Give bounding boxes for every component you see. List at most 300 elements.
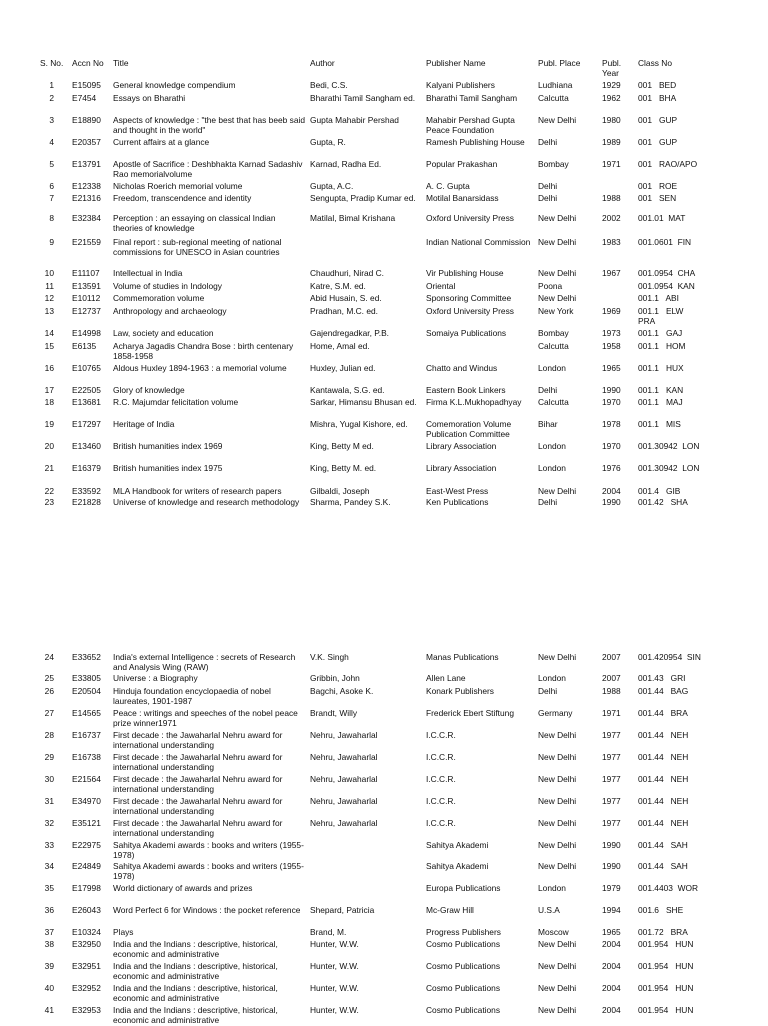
row-title: Heritage of India <box>113 419 175 429</box>
row-title: Volume of studies in Indology <box>113 281 222 291</box>
row-author: Huxley, Julian ed. <box>310 363 376 373</box>
row-author: Hunter, W.W. <box>310 1005 359 1015</box>
row-accn: E14998 <box>72 328 101 338</box>
row-sno: 6 <box>49 181 54 191</box>
row-title: Final report : sub-regional meeting of national commissions for UNESCO in Asian countries <box>113 237 282 258</box>
row-sno: 13 <box>44 306 54 316</box>
row-publisher: Cosmo Publications <box>426 939 501 949</box>
row-classno: 001.44 NEH <box>638 752 689 762</box>
row-year: 1980 <box>602 115 621 125</box>
row-place: Germany <box>538 708 573 718</box>
row-classno: 001 BHA <box>638 93 677 103</box>
row-place: Bombay <box>538 328 569 338</box>
row-sno: 31 <box>44 796 54 806</box>
row-place: Poona <box>538 281 563 291</box>
row-title: R.C. Majumdar felicitation volume <box>113 397 239 407</box>
row-place: New Delhi <box>538 268 577 278</box>
row-sno: 7 <box>49 193 54 203</box>
row-accn: E17297 <box>72 419 101 429</box>
row-sno: 28 <box>44 730 54 740</box>
row-classno: 001 SEN <box>638 193 677 203</box>
row-classno: 001 ROE <box>638 181 678 191</box>
row-classno: 001.42 SHA <box>638 497 688 507</box>
row-publisher: Manas Publications <box>426 652 499 662</box>
row-publisher: Mahabir Pershad Gupta Peace Foundation <box>426 115 515 136</box>
row-author: Gilbaldi, Joseph <box>310 486 370 496</box>
row-publisher: Eastern Book Linkers <box>426 385 506 395</box>
row-author: Gupta, A.C. <box>310 181 354 191</box>
row-sno: 19 <box>44 419 54 429</box>
row-year: 1978 <box>602 419 621 429</box>
row-accn: E13591 <box>72 281 101 291</box>
row-publisher: Library Association <box>426 463 497 473</box>
row-title: Word Perfect 6 for Windows : the pocket reference <box>113 905 301 915</box>
row-accn: E13681 <box>72 397 101 407</box>
row-sno: 17 <box>44 385 54 395</box>
row-title: Nicholas Roerich memorial volume <box>113 181 243 191</box>
row-title: India and the Indians : descriptive, historical, economic and administrative <box>113 961 278 982</box>
row-place: New Delhi <box>538 237 577 247</box>
row-accn: E20504 <box>72 686 101 696</box>
row-accn: E33652 <box>72 652 101 662</box>
row-sno: 34 <box>44 861 54 871</box>
row-classno: 001.420954 SIN <box>638 652 701 662</box>
row-classno: 001.44 NEH <box>638 796 689 806</box>
row-place: New Delhi <box>538 293 577 303</box>
row-title: Sahitya Akademi awards : books and writers (1955-1978) <box>113 861 304 882</box>
row-year: 1977 <box>602 730 621 740</box>
row-year: 2004 <box>602 939 621 949</box>
row-classno: 001.44 NEH <box>638 774 689 784</box>
header-title: Title <box>113 58 129 68</box>
row-author: Bharathi Tamil Sangham ed. <box>310 93 416 103</box>
row-author: Hunter, W.W. <box>310 939 359 949</box>
row-year: 1977 <box>602 752 621 762</box>
row-author: Abid Husain, S. ed. <box>310 293 382 303</box>
row-author: Matilal, Bimal Krishana <box>310 213 396 223</box>
row-year: 1977 <box>602 774 621 784</box>
row-accn: E33805 <box>72 673 101 683</box>
row-title: Peace : writings and speeches of the nobel peace prize winner1971 <box>113 708 298 729</box>
row-year: 1929 <box>602 80 621 90</box>
row-classno: 001.44 NEH <box>638 730 689 740</box>
header-sno: S. No. <box>40 58 64 68</box>
row-publisher: Cosmo Publications <box>426 961 501 971</box>
row-publisher: Sahitya Akademi <box>426 840 489 850</box>
row-place: New Delhi <box>538 652 577 662</box>
row-sno: 39 <box>44 961 54 971</box>
row-accn: E20357 <box>72 137 101 147</box>
row-place: London <box>538 441 566 451</box>
row-accn: E15095 <box>72 80 101 90</box>
row-classno: 001.1 HOM <box>638 341 686 351</box>
row-sno: 25 <box>44 673 54 683</box>
row-classno: 001 GUP <box>638 115 678 125</box>
row-author: King, Betty M ed. <box>310 441 374 451</box>
row-publisher: Indian National Commission <box>426 237 531 247</box>
row-year: 1962 <box>602 93 621 103</box>
row-accn: E21564 <box>72 774 101 784</box>
row-classno: 001 GUP <box>638 137 678 147</box>
row-sno: 10 <box>44 268 54 278</box>
row-author: Mishra, Yugal Kishore, ed. <box>310 419 408 429</box>
row-title: Current affairs at a glance <box>113 137 210 147</box>
row-sno: 23 <box>44 497 54 507</box>
row-year: 1958 <box>602 341 621 351</box>
row-place: Delhi <box>538 497 558 507</box>
row-publisher: Ken Publications <box>426 497 489 507</box>
row-classno: 001.1 ELW PRA <box>638 306 684 327</box>
row-publisher: Sponsoring Committee <box>426 293 512 303</box>
row-author: Kantawala, S.G. ed. <box>310 385 385 395</box>
row-year: 1971 <box>602 159 621 169</box>
row-year: 2007 <box>602 652 621 662</box>
row-place: Delhi <box>538 181 558 191</box>
row-author: Brandt, Willy <box>310 708 358 718</box>
header-accn: Accn No <box>72 58 104 68</box>
row-title: First decade : the Jawaharlal Nehru award for international understanding <box>113 774 283 795</box>
row-publisher: Mc-Graw Hill <box>426 905 474 915</box>
row-year: 1976 <box>602 463 621 473</box>
row-place: Bombay <box>538 159 569 169</box>
row-author: Nehru, Jawaharlal <box>310 818 378 828</box>
row-publisher: Allen Lane <box>426 673 466 683</box>
row-sno: 26 <box>44 686 54 696</box>
row-year: 2004 <box>602 961 621 971</box>
row-author: Nehru, Jawaharlal <box>310 730 378 740</box>
row-title: Glory of knowledge <box>113 385 185 395</box>
row-publisher: Motilal Banarsidass <box>426 193 499 203</box>
row-accn: E7454 <box>72 93 97 103</box>
row-classno: 001.1 MAJ <box>638 397 683 407</box>
row-author: Chaudhuri, Nirad C. <box>310 268 385 278</box>
row-accn: E18890 <box>72 115 101 125</box>
row-place: Delhi <box>538 385 558 395</box>
row-place: New York <box>538 306 574 316</box>
row-place: New Delhi <box>538 818 577 828</box>
row-year: 1969 <box>602 306 621 316</box>
row-title: Aldous Huxley 1894-1963 : a memorial volume <box>113 363 287 373</box>
row-classno: 001.43 GRI <box>638 673 686 683</box>
row-place: Delhi <box>538 137 558 147</box>
row-accn: E17998 <box>72 883 101 893</box>
header-author: Author <box>310 58 335 68</box>
row-accn: E24849 <box>72 861 101 871</box>
row-place: London <box>538 883 566 893</box>
row-author: Bagchi, Asoke K. <box>310 686 374 696</box>
row-accn: E21828 <box>72 497 101 507</box>
row-sno: 36 <box>44 905 54 915</box>
row-sno: 3 <box>49 115 54 125</box>
row-place: Ludhiana <box>538 80 573 90</box>
row-author: Home, Amal ed. <box>310 341 370 351</box>
row-publisher: Cosmo Publications <box>426 1005 501 1015</box>
row-year: 1970 <box>602 397 621 407</box>
row-sno: 41 <box>44 1005 54 1015</box>
row-place: London <box>538 363 566 373</box>
row-place: New Delhi <box>538 861 577 871</box>
row-accn: E21559 <box>72 237 101 247</box>
row-sno: 12 <box>44 293 54 303</box>
row-publisher: Sahitya Akademi <box>426 861 489 871</box>
row-classno: 001.44 SAH <box>638 840 688 850</box>
row-title: Commemoration volume <box>113 293 205 303</box>
row-sno: 8 <box>49 213 54 223</box>
row-accn: E34970 <box>72 796 101 806</box>
row-sno: 24 <box>44 652 54 662</box>
row-accn: E6135 <box>72 341 97 351</box>
row-place: U.S.A <box>538 905 560 915</box>
row-accn: E13791 <box>72 159 101 169</box>
row-publisher: I.C.C.R. <box>426 796 456 806</box>
row-classno: 001.44 BRA <box>638 708 688 718</box>
row-accn: E10765 <box>72 363 101 373</box>
row-title: First decade : the Jawaharlal Nehru award for international understanding <box>113 730 283 751</box>
row-publisher: Somaiya Publications <box>426 328 507 338</box>
row-accn: E12338 <box>72 181 101 191</box>
row-title: Universe : a Biography <box>113 673 198 683</box>
row-author: Gribbin, John <box>310 673 360 683</box>
row-title: British humanities index 1969 <box>113 441 223 451</box>
row-sno: 5 <box>49 159 54 169</box>
row-sno: 38 <box>44 939 54 949</box>
row-classno: 001.1 KAN <box>638 385 684 395</box>
row-author: V.K. Singh <box>310 652 349 662</box>
row-accn: E32952 <box>72 983 101 993</box>
row-place: London <box>538 463 566 473</box>
row-publisher: Library Association <box>426 441 497 451</box>
row-place: Delhi <box>538 193 558 203</box>
row-publisher: Vir Publishing House <box>426 268 504 278</box>
row-year: 1971 <box>602 708 621 718</box>
row-publisher: I.C.C.R. <box>426 818 456 828</box>
header-place: Publ. Place <box>538 58 581 68</box>
row-place: New Delhi <box>538 939 577 949</box>
row-title: British humanities index 1975 <box>113 463 223 473</box>
row-title: Perception : an essaying on classical Indian theories of knowledge <box>113 213 276 234</box>
row-classno: 001.30942 LON <box>638 441 700 451</box>
row-publisher: Progress Publishers <box>426 927 501 937</box>
row-title: India and the Indians : descriptive, historical, economic and administrative <box>113 939 278 960</box>
row-sno: 20 <box>44 441 54 451</box>
row-author: Brand, M. <box>310 927 347 937</box>
row-year: 1988 <box>602 193 621 203</box>
row-classno: 001.1 HUX <box>638 363 684 373</box>
row-author: Karnad, Radha Ed. <box>310 159 382 169</box>
row-classno: 001.954 HUN <box>638 961 694 971</box>
row-accn: E10112 <box>72 293 101 303</box>
row-place: New Delhi <box>538 730 577 740</box>
row-place: New Delhi <box>538 774 577 784</box>
row-sno: 40 <box>44 983 54 993</box>
row-classno: 001 BED <box>638 80 677 90</box>
row-author: Gupta Mahabir Pershad <box>310 115 399 125</box>
row-place: New Delhi <box>538 486 577 496</box>
row-accn: E16738 <box>72 752 101 762</box>
row-sno: 33 <box>44 840 54 850</box>
row-sno: 21 <box>44 463 54 473</box>
row-sno: 1 <box>49 80 54 90</box>
row-year: 1970 <box>602 441 621 451</box>
row-classno: 001.954 HUN <box>638 983 694 993</box>
row-publisher: Cosmo Publications <box>426 983 501 993</box>
row-title: Anthropology and archaeology <box>113 306 227 316</box>
header-year: Publ. Year <box>602 58 622 79</box>
row-accn: E21316 <box>72 193 101 203</box>
row-place: New Delhi <box>538 115 577 125</box>
row-classno: 001 RAO/APO <box>638 159 698 169</box>
row-title: India and the Indians : descriptive, historical, economic and administrative <box>113 1005 278 1026</box>
row-title: Intellectual in India <box>113 268 183 278</box>
row-sno: 37 <box>44 927 54 937</box>
row-title: Hinduja foundation encyclopaedia of nobel laureates, 1901-1987 <box>113 686 271 707</box>
row-sno: 9 <box>49 237 54 247</box>
row-sno: 15 <box>44 341 54 351</box>
row-author: Sharma, Pandey S.K. <box>310 497 391 507</box>
row-year: 1989 <box>602 137 621 147</box>
row-classno: 001.4403 WOR <box>638 883 699 893</box>
row-sno: 18 <box>44 397 54 407</box>
row-classno: 001.30942 LON <box>638 463 700 473</box>
row-accn: E16737 <box>72 730 101 740</box>
row-author: King, Betty M. ed. <box>310 463 377 473</box>
row-classno: 001.44 SAH <box>638 861 688 871</box>
row-sno: 30 <box>44 774 54 784</box>
row-publisher: Europa Publications <box>426 883 501 893</box>
row-sno: 27 <box>44 708 54 718</box>
row-publisher: Firma K.L.Mukhopadhyay <box>426 397 522 407</box>
row-accn: E26043 <box>72 905 101 915</box>
row-classno: 001.0954 CHA <box>638 268 696 278</box>
row-title: Essays on Bharathi <box>113 93 186 103</box>
row-publisher: I.C.C.R. <box>426 730 456 740</box>
row-author: Shepard, Patricia <box>310 905 375 915</box>
row-year: 1988 <box>602 686 621 696</box>
header-publisher: Publisher Name <box>426 58 486 68</box>
row-place: New Delhi <box>538 961 577 971</box>
row-publisher: Oxford University Press <box>426 306 514 316</box>
row-place: Bihar <box>538 419 558 429</box>
row-author: Katre, S.M. ed. <box>310 281 366 291</box>
row-accn: E32950 <box>72 939 101 949</box>
row-title: Sahitya Akademi awards : books and writers (1955-1978) <box>113 840 304 861</box>
row-classno: 001.44 NEH <box>638 818 689 828</box>
row-place: New Delhi <box>538 983 577 993</box>
row-place: Calcutta <box>538 93 569 103</box>
row-year: 1977 <box>602 818 621 828</box>
row-title: Law, society and education <box>113 328 214 338</box>
row-year: 2004 <box>602 486 621 496</box>
row-accn: E32951 <box>72 961 101 971</box>
row-sno: 4 <box>49 137 54 147</box>
row-title: Acharya Jagadis Chandra Bose : birth centenary 1858-1958 <box>113 341 294 362</box>
row-year: 1983 <box>602 237 621 247</box>
row-sno: 2 <box>49 93 54 103</box>
row-author: Hunter, W.W. <box>310 983 359 993</box>
row-publisher: Chatto and Windus <box>426 363 498 373</box>
row-classno: 001.1 GAJ <box>638 328 683 338</box>
row-sno: 11 <box>45 281 54 291</box>
row-accn: E14565 <box>72 708 101 718</box>
row-title: India's external Intelligence : secrets of Research and Analysis Wing (RAW) <box>113 652 296 673</box>
row-place: London <box>538 673 566 683</box>
row-accn: E35121 <box>72 818 101 828</box>
row-place: Calcutta <box>538 397 569 407</box>
row-title: MLA Handbook for writers of research papers <box>113 486 282 496</box>
row-year: 1990 <box>602 840 621 850</box>
row-year: 1994 <box>602 905 621 915</box>
row-title: Aspects of knowledge : "the best that has beeb said and thought in the world" <box>113 115 305 136</box>
row-classno: 001.01 MAT <box>638 213 686 223</box>
row-place: Moscow <box>538 927 569 937</box>
row-classno: 001.0954 KAN <box>638 281 695 291</box>
row-sno: 35 <box>44 883 54 893</box>
row-year: 1973 <box>602 328 621 338</box>
row-title: World dictionary of awards and prizes <box>113 883 253 893</box>
row-year: 1990 <box>602 497 621 507</box>
row-year: 1967 <box>602 268 621 278</box>
row-year: 1965 <box>602 927 621 937</box>
row-year: 1990 <box>602 861 621 871</box>
row-classno: 001.1 ABI <box>638 293 679 303</box>
row-author: Gajendregadkar, P.B. <box>310 328 389 338</box>
row-accn: E22975 <box>72 840 101 850</box>
row-author: Sarkar, Himansu Bhusan ed. <box>310 397 417 407</box>
header-classno: Class No <box>638 58 672 68</box>
row-sno: 16 <box>44 363 54 373</box>
row-year: 1990 <box>602 385 621 395</box>
row-accn: E10324 <box>72 927 101 937</box>
row-publisher: Popular Prakashan <box>426 159 498 169</box>
row-classno: 001.954 HUN <box>638 939 694 949</box>
row-classno: 001.954 HUN <box>638 1005 694 1015</box>
row-sno: 32 <box>44 818 54 828</box>
row-author: Pradhan, M.C. ed. <box>310 306 378 316</box>
row-title: Freedom, transcendence and identity <box>113 193 252 203</box>
row-publisher: Oriental <box>426 281 456 291</box>
row-publisher: Kalyani Publishers <box>426 80 495 90</box>
row-publisher: Frederick Ebert Stiftung <box>426 708 514 718</box>
row-classno: 001.44 BAG <box>638 686 689 696</box>
row-accn: E11107 <box>72 268 100 278</box>
row-publisher: I.C.C.R. <box>426 774 456 784</box>
row-publisher: Ramesh Publishing House <box>426 137 525 147</box>
row-accn: E22505 <box>72 385 101 395</box>
row-title: Plays <box>113 927 134 937</box>
row-classno: 001.1 MIS <box>638 419 681 429</box>
row-publisher: Konark Publishers <box>426 686 494 696</box>
row-year: 1977 <box>602 796 621 806</box>
row-title: General knowledge compendium <box>113 80 236 90</box>
row-classno: 001.0601 FIN <box>638 237 692 247</box>
row-accn: E13460 <box>72 441 101 451</box>
row-author: Nehru, Jawaharlal <box>310 774 378 784</box>
row-author: Bedi, C.S. <box>310 80 348 90</box>
row-year: 2004 <box>602 983 621 993</box>
row-publisher: Oxford University Press <box>426 213 514 223</box>
row-place: New Delhi <box>538 796 577 806</box>
row-publisher: East-West Press <box>426 486 489 496</box>
row-title: Universe of knowledge and research methodology <box>113 497 300 507</box>
row-year: 1965 <box>602 363 621 373</box>
row-title: First decade : the Jawaharlal Nehru award for international understanding <box>113 752 283 773</box>
row-author: Nehru, Jawaharlal <box>310 752 378 762</box>
row-year: 2004 <box>602 1005 621 1015</box>
row-year: 1979 <box>602 883 621 893</box>
row-place: Calcutta <box>538 341 569 351</box>
row-author: Hunter, W.W. <box>310 961 359 971</box>
row-classno: 001.6 SHE <box>638 905 684 915</box>
